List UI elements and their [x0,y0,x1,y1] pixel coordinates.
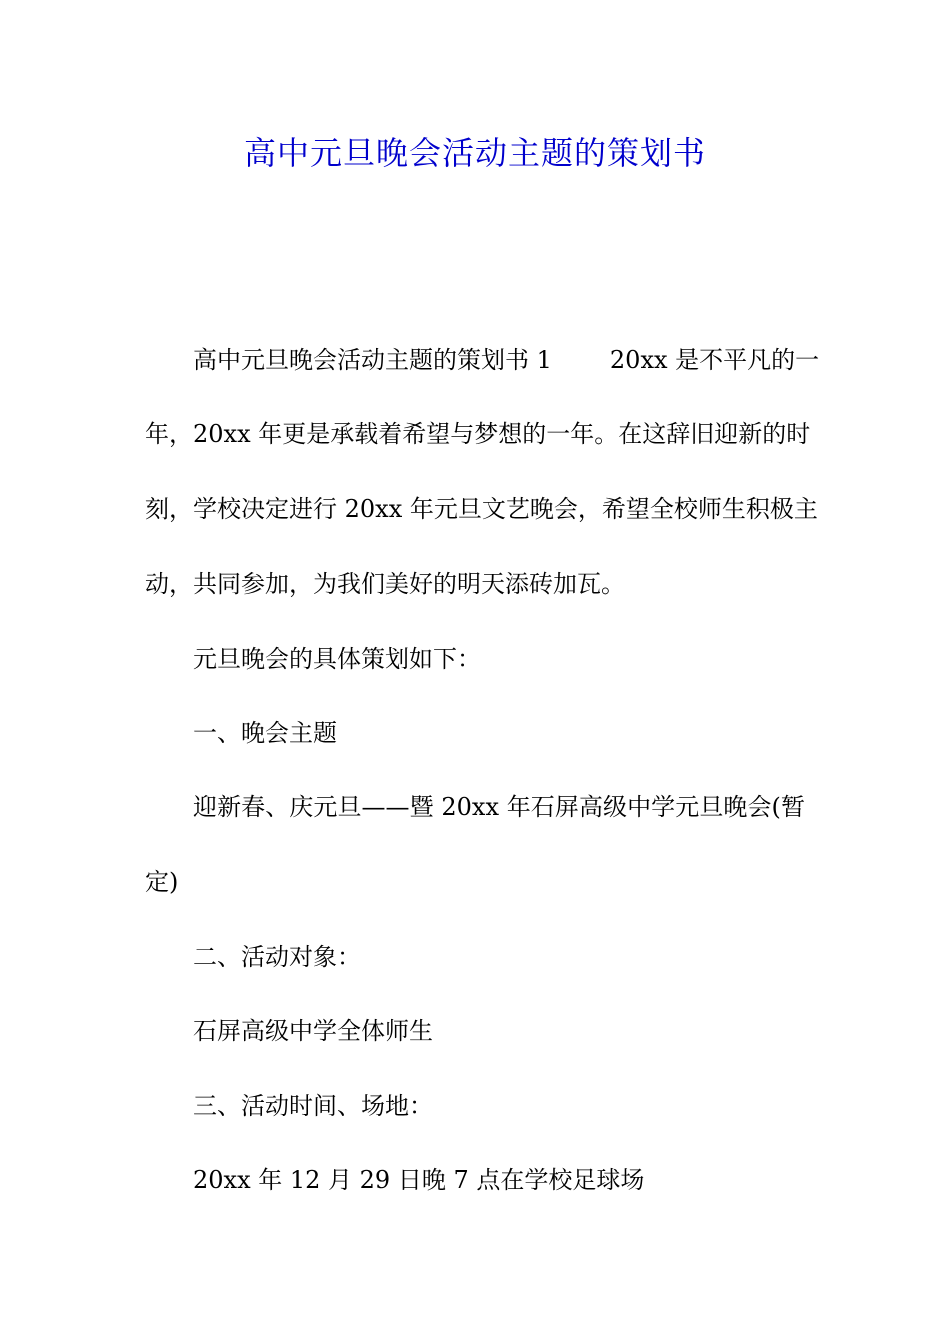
intro-line-3: 刻，学校决定进行 20xx 年元旦文艺晚会，希望全校师生积极主 [145,495,818,523]
document-title: 高中元旦晚会活动主题的策划书 [243,134,706,172]
plan-intro: 元旦晚会的具体策划如下： [193,645,481,673]
section-2-body: 石屏高级中学全体师生 [193,1017,433,1045]
section-3-body: 20xx 年 12 月 29 日晚 7 点在学校足球场 [193,1166,645,1194]
intro-line-1 [193,342,819,378]
section-1-heading: 一、晚会主题 [193,719,337,747]
intro-line-2: 年，20xx 年更是承载着希望与梦想的一年。在这辞旧迎新的时 [145,420,811,448]
section-2-heading: 二、活动对象： [193,943,361,971]
intro-line-1-part-b: 20xx 是不平凡的一 [609,346,820,374]
intro-line-4: 动，共同参加，为我们美好的明天添砖加瓦。 [145,570,625,598]
section-3-heading: 三、活动时间、场地： [193,1092,433,1120]
section-1-body-line-2: 定) [145,868,179,896]
intro-line-1-part-a: 高中元旦晚会活动主题的策划书 1 [193,346,552,374]
section-1-body-line-1: 迎新春、庆元旦——暨 20xx 年石屏高级中学元旦晚会(暂 [193,793,805,821]
